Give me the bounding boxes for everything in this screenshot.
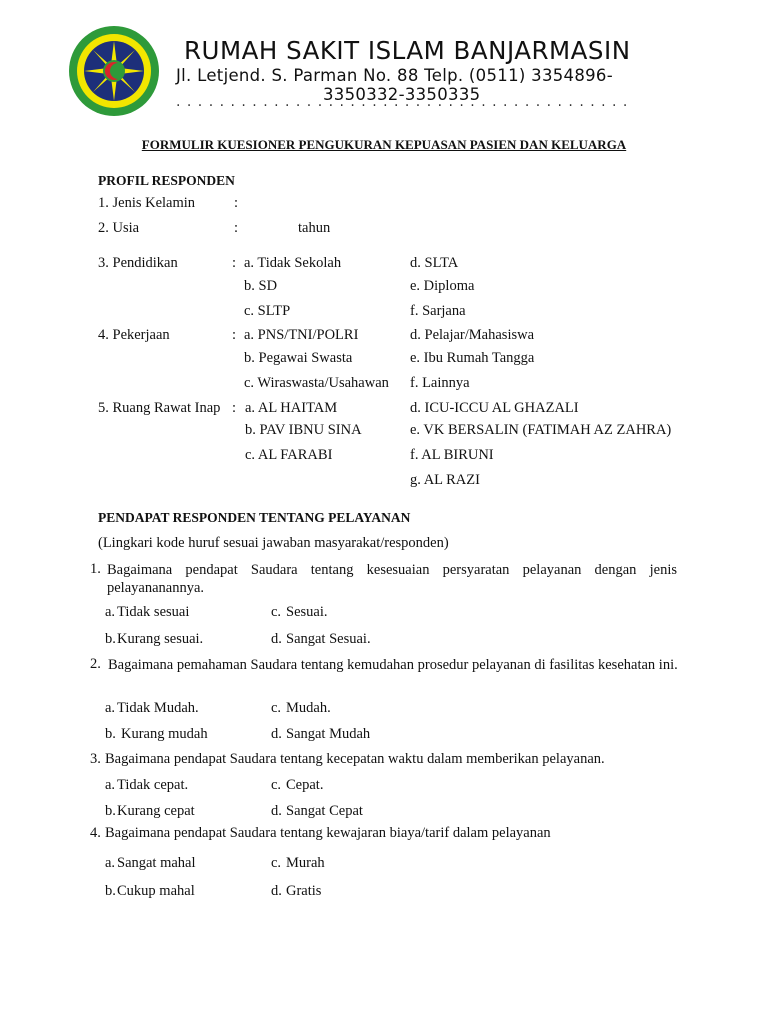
occupation-option: c. Wiraswasta/Usahawan — [244, 375, 389, 391]
question-text: Bagaimana pendapat Saudara tentang kecepatan waktu dalam memberikan pelayanan. — [105, 751, 605, 767]
answer-option-label: Cepat. — [286, 777, 324, 793]
answer-option-label: Sesuai. — [286, 604, 328, 620]
answer-option-label: Sangat Cepat — [286, 803, 363, 819]
answer-option-key: a. — [105, 604, 116, 620]
education-option: f. Sarjana — [410, 303, 466, 319]
answer-option-key: a. — [105, 700, 116, 716]
ward-option: e. VK BERSALIN (FATIMAH AZ ZAHRA) — [410, 422, 672, 438]
clipped-header-line — [176, 104, 636, 108]
occupation-option: e. Ibu Rumah Tangga — [410, 350, 535, 366]
education-option: d. SLTA — [410, 255, 459, 271]
question-text: Bagaimana pendapat Saudara tentang kesesuaian persyaratan pelayanan dengan jenis pelayananannya. — [107, 562, 677, 596]
occupation-colon: : — [232, 327, 237, 343]
answer-option-key: d. — [271, 883, 282, 899]
answer-option-key: d. — [271, 726, 282, 742]
opinion-heading: PENDAPAT RESPONDEN TENTANG PELAYANAN — [98, 510, 411, 525]
ward-option: f. AL BIRUNI — [410, 447, 494, 463]
opinion-instruction: (Lingkari kode huruf sesuai jawaban masyarakat/responden) — [98, 535, 449, 551]
ward-colon: : — [232, 400, 237, 416]
question-number: 1. — [90, 561, 101, 577]
answer-option-label: Sangat Sesuai. — [286, 631, 371, 647]
answer-option-key: d. — [271, 803, 282, 819]
education-option: e. Diploma — [410, 278, 475, 294]
occupation-label: 4. Pekerjaan — [98, 327, 170, 343]
answer-option-label: Tidak Mudah. — [117, 700, 199, 716]
ward-option: c. AL FARABI — [245, 447, 333, 463]
age-unit: tahun — [298, 220, 331, 236]
answer-option-label: Mudah. — [286, 700, 331, 716]
hospital-name: RUMAH SAKIT ISLAM BANJARMASIN — [184, 36, 631, 65]
answer-option-key: b. — [105, 726, 116, 742]
ward-option: a. AL HAITAM — [245, 400, 338, 416]
answer-option-key: c. — [271, 604, 282, 620]
answer-option-label: Tidak cepat. — [117, 777, 189, 793]
education-option: a. Tidak Sekolah — [244, 255, 342, 271]
question-text: Bagaimana pemahaman Saudara tentang kemudahan prosedur pelayanan di fasilitas kesehatan ini. — [108, 657, 678, 673]
education-colon: : — [232, 255, 237, 271]
answer-option-key: c. — [271, 855, 282, 871]
ward-label: 5. Ruang Rawat Inap — [98, 400, 221, 416]
age-label: 2. Usia — [98, 220, 140, 236]
answer-option-label: Kurang sesuai. — [117, 631, 204, 647]
occupation-option: f. Lainnya — [410, 375, 470, 391]
education-label: 3. Pendidikan — [98, 255, 178, 271]
question-text: Bagaimana pendapat Saudara tentang kewajaran biaya/tarif dalam pelayanan — [105, 825, 551, 841]
age-colon: : — [234, 220, 239, 236]
answer-option-key: b. — [105, 883, 116, 899]
profile-heading: PROFIL RESPONDEN — [98, 173, 235, 188]
education-option: b. SD — [244, 278, 278, 294]
hospital-address-line2: 3350332-3350335 — [323, 85, 481, 104]
gender-colon: : — [234, 195, 239, 211]
hospital-logo — [68, 25, 160, 117]
hospital-address-line1: Jl. Letjend. S. Parman No. 88 Telp. (0511) 3354896- — [176, 66, 613, 85]
answer-option-key: d. — [271, 631, 282, 647]
ward-option: g. AL RAZI — [410, 472, 480, 488]
answer-option-key: c. — [271, 700, 282, 716]
gender-label: 1. Jenis Kelamin — [98, 195, 196, 211]
answer-option-key: b. — [105, 803, 116, 819]
answer-option-label: Kurang mudah — [121, 726, 208, 742]
answer-option-label: Murah — [286, 855, 325, 871]
ward-option: b. PAV IBNU SINA — [245, 422, 362, 438]
occupation-option: b. Pegawai Swasta — [244, 350, 353, 366]
answer-option-label: Cukup mahal — [117, 883, 195, 899]
answer-option-label: Gratis — [286, 883, 322, 899]
education-option: c. SLTP — [244, 303, 291, 319]
answer-option-key: b. — [105, 631, 116, 647]
occupation-option: d. Pelajar/Mahasiswa — [410, 327, 535, 343]
question-number: 3. — [90, 751, 101, 767]
form-title: FORMULIR KUESIONER PENGUKURAN KEPUASAN PASIEN DAN KELUARGA — [141, 137, 627, 152]
answer-option-key: a. — [105, 855, 116, 871]
occupation-option: a. PNS/TNI/POLRI — [244, 327, 359, 343]
question-number: 2. — [90, 656, 101, 672]
answer-option-key: a. — [105, 777, 116, 793]
question-number: 4. — [90, 825, 101, 841]
answer-option-label: Sangat Mudah — [286, 726, 371, 742]
ward-option: d. ICU-ICCU AL GHAZALI — [410, 400, 579, 416]
answer-option-label: Sangat mahal — [117, 855, 196, 871]
answer-option-label: Kurang cepat — [117, 803, 195, 819]
answer-option-label: Tidak sesuai — [117, 604, 190, 620]
answer-option-key: c. — [271, 777, 282, 793]
